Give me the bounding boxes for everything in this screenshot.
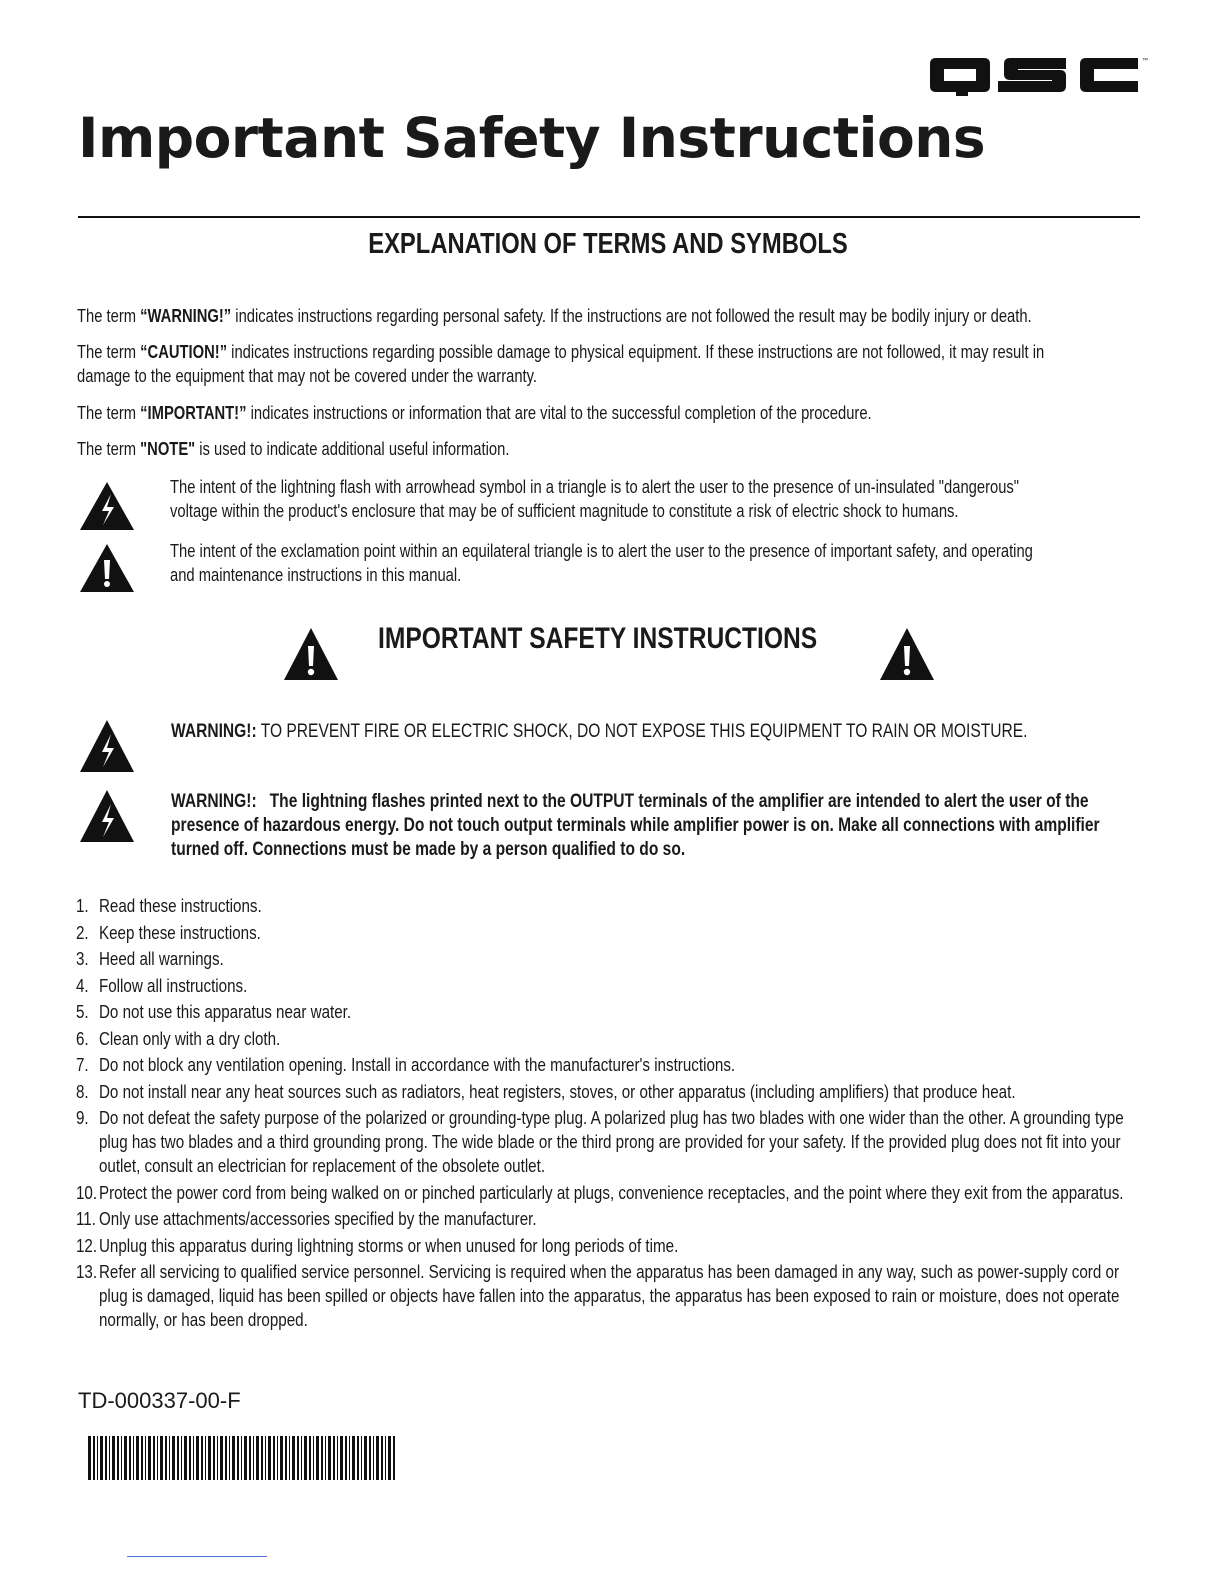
trademark-symbol: ™ bbox=[1142, 58, 1148, 64]
exclamation-triangle-icon bbox=[878, 626, 936, 682]
term-caution bbox=[77, 340, 1127, 388]
term-text: indicates instructions regarding possible damage to physical equipment. If these instructions are not followed, it may result in bbox=[227, 342, 1045, 362]
term-prefix: The term bbox=[77, 342, 141, 362]
symbol-text-line1: The intent of the lightning flash with arrowhead symbol in a triangle is to alert the user to the presence of un-insulated "dangerous" bbox=[170, 477, 1020, 497]
term-keyword: “IMPORTANT!” bbox=[140, 403, 247, 423]
lightning-triangle-icon bbox=[78, 480, 136, 532]
footer-line bbox=[127, 1556, 267, 1557]
list-item-number: 4. bbox=[76, 974, 89, 996]
list-item-text: Do not defeat the safety purpose of the polarized or grounding-type plug. A polarized plug has two blades with one wider than the other. A grounding type plug has two blades and a third grounding prong. The wide blade or the third prong are provided for your safety. If the provided plug does not fit into your outlet, consult an electrician for replacement of the obsolete outlet. bbox=[98, 1107, 1124, 1176]
term-prefix: The term bbox=[77, 439, 141, 459]
term-text: indicates instructions regarding personal safety. If the instructions are not followed the result may be bodily injury or death. bbox=[231, 306, 1032, 326]
symbol-explanation-exclamation bbox=[170, 539, 1121, 587]
warning-text-line3: turned off. Connections must be made by a person qualified to do so. bbox=[171, 839, 686, 860]
list-item-number: 6. bbox=[76, 1027, 89, 1049]
term-text: is used to indicate additional useful information. bbox=[195, 439, 510, 459]
lightning-triangle-icon bbox=[78, 788, 136, 844]
list-item-text: Do not install near any heat sources such as radiators, heat registers, stoves, or other apparatus (including amplifiers) that produce heat. bbox=[98, 1080, 1016, 1102]
symbol-text-line2: voltage within the product's enclosure that may be of sufficient magnitude to constitute a risk of electric shock to humans. bbox=[170, 501, 959, 521]
list-item-text: Clean only with a dry cloth. bbox=[98, 1027, 281, 1049]
warning-label: WARNING!: bbox=[171, 791, 257, 812]
list-item-number: 10. bbox=[76, 1181, 98, 1203]
exclamation-triangle-icon bbox=[282, 626, 340, 682]
warning-text-line2: presence of hazardous energy. Do not touch output terminals while amplifier power is on. Make all connections with amplifier bbox=[171, 815, 1100, 836]
list-item bbox=[76, 894, 1126, 918]
term-note bbox=[77, 437, 1127, 461]
list-item-text: Heed all warnings. bbox=[98, 948, 224, 969]
term-prefix: The term bbox=[77, 306, 141, 326]
list-item bbox=[76, 1181, 1126, 1205]
list-item-text: Follow all instructions. bbox=[98, 974, 248, 996]
list-item bbox=[76, 974, 1126, 998]
list-item bbox=[76, 1106, 1126, 1178]
safety-instructions-list bbox=[76, 894, 1126, 1335]
list-item bbox=[76, 921, 1126, 945]
list-item-text: Only use attachments/accessories specified by the manufacturer. bbox=[98, 1208, 537, 1229]
list-item bbox=[76, 947, 1126, 971]
list-item-text: Protect the power cord from being walked on or pinched particularly at plugs, convenience receptacles, and the point where they exit from the apparatus. bbox=[98, 1181, 1124, 1203]
list-item-text: Do not block any ventilation opening. Install in accordance with the manufacturer's instructions. bbox=[98, 1054, 736, 1075]
warning-text-line1: The lightning flashes printed next to the OUTPUT terminals of the amplifier are intended to alert the user of the bbox=[256, 791, 1089, 812]
term-keyword: “CAUTION!” bbox=[140, 342, 228, 362]
term-text: indicates instructions or information that are vital to the successful completion of the procedure. bbox=[246, 403, 872, 423]
list-item-number: 3. bbox=[76, 948, 89, 969]
term-warning bbox=[77, 304, 1127, 328]
list-item-text: Unplug this apparatus during lightning storms or when unused for long periods of time. bbox=[98, 1234, 679, 1256]
term-keyword: “WARNING!” bbox=[140, 306, 232, 326]
term-prefix: The term bbox=[77, 403, 141, 423]
list-item-text: Keep these instructions. bbox=[98, 921, 261, 943]
list-item-number: 11. bbox=[76, 1208, 96, 1229]
list-item-text: Refer all servicing to qualified service personnel. Servicing is required when the apparatus has been damaged in any way, such as power-supply cord or plug is damaged, liquid has been spilled or objects have fallen into the apparatus, the apparatus has been exposed to rain or moisture, does not operate normally, or has been dropped. bbox=[98, 1261, 1120, 1330]
title-divider bbox=[78, 216, 1140, 218]
list-item-number: 2. bbox=[76, 921, 89, 943]
qsc-logo bbox=[928, 56, 1140, 98]
list-item bbox=[76, 1234, 1126, 1258]
list-item-text: Read these instructions. bbox=[98, 895, 262, 916]
barcode bbox=[88, 1436, 398, 1480]
list-item-number: 8. bbox=[76, 1080, 89, 1102]
symbol-text-line2: and maintenance instructions in this manual. bbox=[170, 565, 462, 585]
term-keyword: "NOTE" bbox=[140, 439, 196, 459]
list-item bbox=[76, 1207, 1126, 1231]
warning-text: TO PREVENT FIRE OR ELECTRIC SHOCK, DO NOT EXPOSE THIS EQUIPMENT TO RAIN OR MOISTURE. bbox=[256, 721, 1028, 742]
page-title: Important Safety Instructions bbox=[78, 106, 986, 170]
list-item bbox=[76, 1027, 1126, 1051]
term-important bbox=[77, 401, 1127, 425]
list-item bbox=[76, 1080, 1126, 1104]
warning-label: WARNING!: bbox=[171, 721, 257, 742]
lightning-triangle-icon bbox=[78, 718, 136, 774]
safety-instructions-heading: IMPORTANT SAFETY INSTRUCTIONS bbox=[378, 622, 818, 655]
warning-rain-moisture bbox=[171, 720, 1027, 744]
list-item-number: 9. bbox=[76, 1107, 89, 1128]
symbol-explanation-lightning bbox=[170, 475, 1121, 523]
document-number: TD-000337-00-F bbox=[78, 1388, 241, 1413]
list-item-number: 13. bbox=[76, 1261, 98, 1282]
list-item bbox=[76, 1260, 1126, 1332]
exclamation-triangle-icon bbox=[78, 542, 136, 594]
list-item-text: Do not use this apparatus near water. bbox=[98, 1001, 352, 1022]
section-heading: EXPLANATION OF TERMS AND SYMBOLS bbox=[368, 228, 848, 260]
list-item-number: 1. bbox=[76, 895, 89, 916]
warning-output-terminals bbox=[171, 790, 1100, 862]
list-item-number: 5. bbox=[76, 1001, 89, 1022]
list-item-number: 7. bbox=[76, 1054, 89, 1075]
list-item bbox=[76, 1000, 1126, 1024]
term-text-continued: damage to the equipment that may not be covered under the warranty. bbox=[77, 366, 538, 386]
list-item bbox=[76, 1053, 1126, 1077]
symbol-text-line1: The intent of the exclamation point within an equilateral triangle is to alert the user to the presence of important safety, and operating bbox=[170, 541, 1033, 561]
list-item-number: 12. bbox=[76, 1234, 98, 1256]
